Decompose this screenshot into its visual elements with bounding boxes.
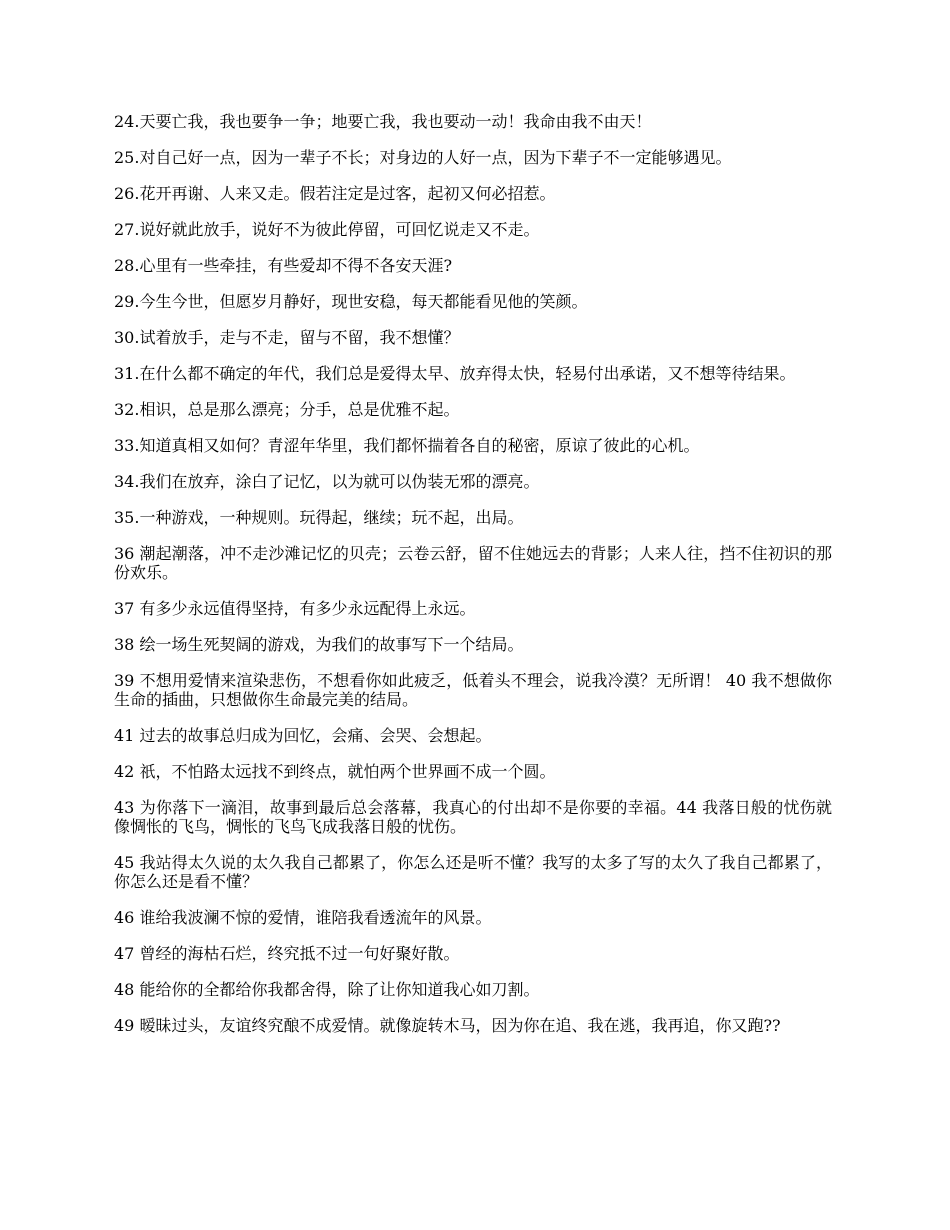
paragraph-47: 47 曾经的海枯石烂，终究抵不过一句好聚好散。 xyxy=(114,944,460,963)
paragraph-41: 41 过去的故事总归成为回忆，会痛、会哭、会想起。 xyxy=(114,726,492,745)
paragraph-46: 46 谁给我波澜不惊的爱情，谁陪我看透流年的风景。 xyxy=(114,908,492,927)
paragraph-39-40: 39 不想用爱情来渲染悲伤，不想看你如此疲乏，低着头不理会，说我冷漠？无所谓！ 40 我不想做你生命的插曲，只想做你生命最完美的结局。 xyxy=(114,671,832,709)
paragraph-34: 34.我们在放弃，涂白了记忆，以为就可以伪装无邪的漂亮。 xyxy=(114,472,540,491)
paragraph-37: 37 有多少永远值得坚持，有多少永远配得上永远。 xyxy=(114,599,476,618)
paragraph-42: 42 祇，不怕路太远找不到终点，就怕两个世界画不成一个圆。 xyxy=(114,762,556,781)
paragraph-28: 28.心里有一些牵挂，有些爱却不得不各安天涯? xyxy=(114,256,453,275)
paragraph-43-44: 43 为你落下一滴泪，故事到最后总会落幕，我真心的付出却不是你要的幸福。44 我落日般的忧伤就像惆怅的飞鸟，惆怅的飞鸟飞成我落日般的忧伤。 xyxy=(114,798,832,836)
paragraph-24: 24.天要亡我，我也要争一争；地要亡我，我也要动一动！我命由我不由天！ xyxy=(114,112,652,131)
paragraph-25: 25.对自己好一点，因为一辈子不长；对身边的人好一点，因为下辈子不一定能够遇见。 xyxy=(114,148,732,167)
paragraph-33: 33.知道真相又如何？青涩年华里，我们都怀揣着各自的秘密，原谅了彼此的心机。 xyxy=(114,436,700,455)
paragraph-30: 30.试着放手，走与不走，留与不留，我不想懂？ xyxy=(114,328,460,347)
paragraph-48: 48 能给你的全都给你我都舍得，除了让你知道我心如刀割。 xyxy=(114,980,540,999)
paragraph-35: 35.一种游戏，一种规则。玩得起，继续；玩不起，出局。 xyxy=(114,508,524,527)
paragraph-36: 36 潮起潮落，冲不走沙滩记忆的贝壳；云卷云舒，留不住她远去的背影；人来人往，挡不住初识的那份欢乐。 xyxy=(114,544,832,582)
paragraph-26: 26.花开再谢、人来又走。假若注定是过客，起初又何必招惹。 xyxy=(114,184,556,203)
paragraph-45: 45 我站得太久说的太久我自己都累了，你怎么还是听不懂？我写的太多了写的太久了我自己都累了，你怎么还是看不懂？ xyxy=(114,853,832,891)
paragraph-27: 27.说好就此放手，说好不为彼此停留，可回忆说走又不走。 xyxy=(114,220,540,239)
paragraph-29: 29.今生今世，但愿岁月静好，现世安稳，每天都能看见他的笑颜。 xyxy=(114,292,588,311)
paragraph-32: 32.相识，总是那么漂亮；分手，总是优雅不起。 xyxy=(114,400,460,419)
paragraph-38: 38 绘一场生死契阔的游戏，为我们的故事写下一个结局。 xyxy=(114,635,524,654)
paragraph-31: 31.在什么都不确定的年代，我们总是爱得太早、放弃得太快，轻易付出承诺，又不想等待结果。 xyxy=(114,364,796,383)
paragraph-49: 49 暧昧过头，友谊终究酿不成爱情。就像旋转木马，因为你在追、我在逃，我再追，你又跑?? xyxy=(114,1016,781,1035)
